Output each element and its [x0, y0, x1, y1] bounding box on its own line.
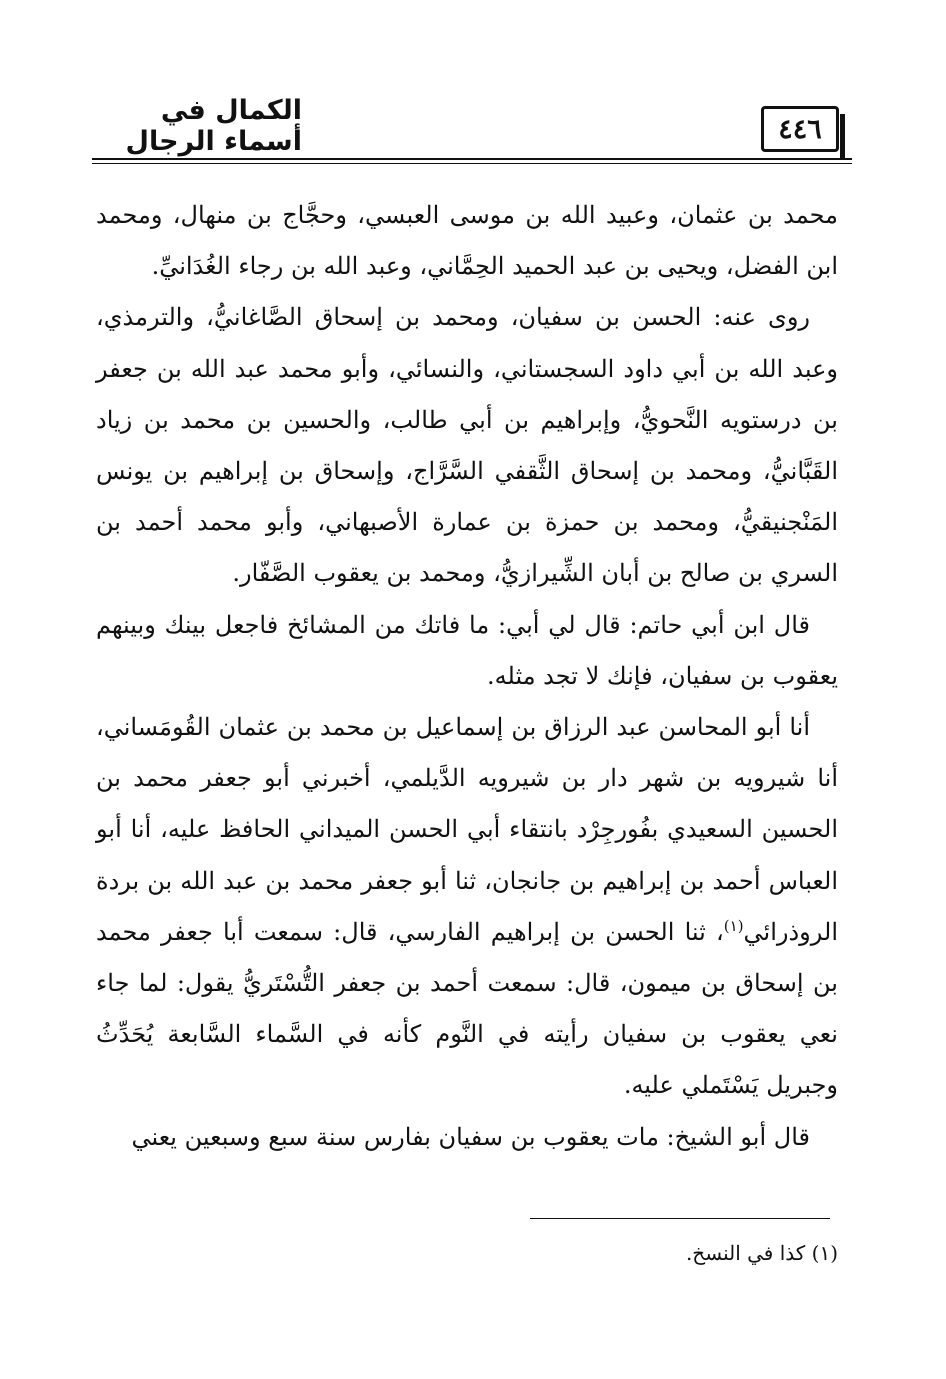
footnote: (١) كذا في النسخ.: [685, 1241, 838, 1265]
footnote-reference[interactable]: (١): [723, 916, 744, 935]
main-text: [96, 190, 838, 1163]
paragraph-narrators: روى عنه: الحسن بن سفيان، ومحمد بن إسحاق الصَّاغانيُّ، والترمذي، وعبد الله بن أبي داود السجستاني، والنسائي، وأبو محمد عبد الله بن جعفر بن درستويه النَّحويُّ، وإبراهيم بن أبي طالب، والحسين بن محمد بن زياد القَبَّانيُّ، ومحمد بن إسحاق الثَّقفي السَّرَّاج، وإسحاق بن إبراهيم بن يونس المَنْجنيقيُّ، ومحمد بن حمزة بن عمارة الأصبهاني، وأبو محمد أحمد بن السري بن صالح بن أبان الشِّيرازيُّ، ومحمد بن يعقوب الصَّفّار.: [96, 303, 838, 588]
isnad-text-after: ، ثنا الحسن بن إبراهيم الفارسي، قال: سمعت أبا جعفر محمد بن إسحاق بن ميمون، قال: سمعت أحمد بن جعفر التُّسْتَريُّ يقول: لما جاء نعي يعقوب بن سفيان رأيته في النَّوم كأنه في السَّماء السَّابعة يُحَدِّثُ وجبريل يَسْتَملي عليه.: [96, 917, 838, 1100]
header-rule-thin: [92, 163, 852, 164]
page-header: [92, 95, 844, 164]
paragraph-teachers: محمد بن عثمان، وعبيد الله بن موسى العبسي، وحجَّاج بن منهال، ومحمد ابن الفضل، ويحيى بن عبد الحميد الحِمَّاني، وعبد الله بن رجاء الغُدَانيِّ.: [96, 201, 838, 281]
header-rule: [92, 158, 852, 160]
book-title: الكمال في أسماء الرجال: [125, 95, 302, 157]
page-number: ٤٤٦: [761, 106, 839, 152]
footnote-separator: [530, 1218, 830, 1219]
paragraph-ibn-abi-hatim: قال ابن أبي حاتم: قال لي أبي: ما فاتك من المشائخ فاجعل بينك وبينهم يعقوب بن سفيان، فإنك لا تجد مثله.: [96, 610, 838, 690]
paragraph-abu-al-shaykh: قال أبو الشيخ: مات يعقوب بن سفيان بفارس سنة سبع وسبعين يعني: [131, 1122, 810, 1151]
isnad-text-before: أنا أبو المحاسن عبد الرزاق بن إسماعيل بن محمد بن عثمان القُومَساني، أنا شيرويه بن شهر دار بن شيرويه الدَّيلمي، أخبرني أبو جعفر محمد بن الحسين السعيدي بفُورجِرْد بانتقاء أبي الحسن الميداني الحافظ عليه، أنا أبو العباس أحمد بن إبراهيم بن جانجان، ثنا أبو جعفر محمد بن عبد الله بن بردة الروذرائي: [96, 713, 838, 946]
paragraph-isnad: [96, 702, 838, 1112]
